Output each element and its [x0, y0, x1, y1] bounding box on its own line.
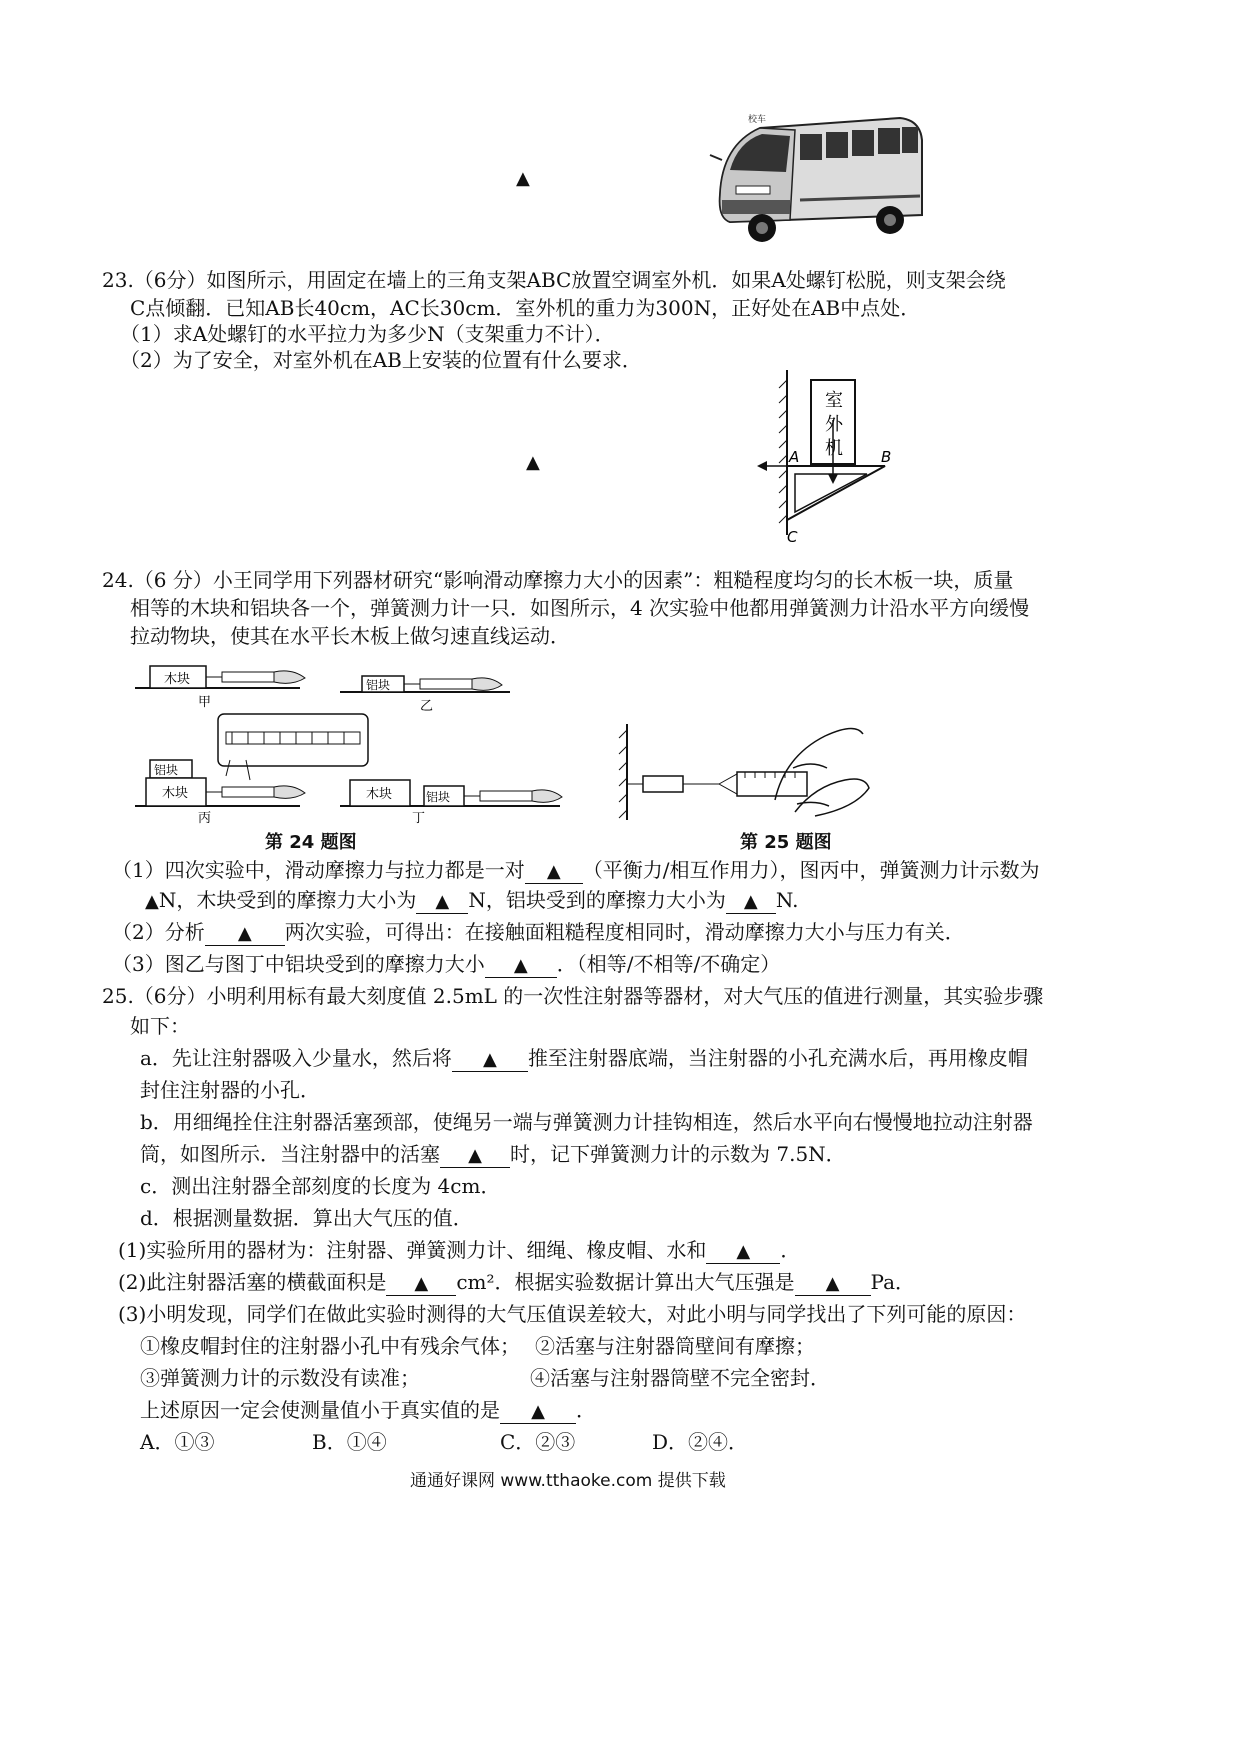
option-c: C．②③ — [500, 1430, 576, 1454]
school-bus-image — [700, 100, 930, 250]
friction-experiment-figure — [130, 656, 580, 826]
q24-sub1-line1: （1）四次实验中，滑动摩擦力与拉力都是一对 ▲ （平衡力/相互作用力），图丙中，弹簧测力计示数为 — [112, 858, 1040, 882]
wood-label-ding: 木块 — [366, 787, 393, 802]
page-footer: 通通好课网 www.tthaoke.com 提供下载 — [410, 1471, 726, 1491]
q25-step-b-line1: b．用细绳拴住注射器活塞颈部，使绳另一端与弹簧测力计挂钩相连，然后水平向右慢慢地拉动注射器 — [140, 1110, 1033, 1134]
option-b: B．①④ — [312, 1430, 387, 1454]
q24-line3: 拉动物块，使其在水平长木板上做匀速直线运动． — [130, 624, 570, 648]
q25-sub3: (3)小明发现，同学们在做此实验时测得的大气压值误差较大，对此小明与同学找出了下列可能的原因： — [118, 1302, 1027, 1326]
label-ding: 丁 — [412, 811, 426, 826]
box-char-2: 外 — [825, 414, 843, 435]
box-char-3: 机 — [825, 438, 843, 459]
label-bing: 丙 — [198, 811, 212, 826]
q25-line1: 25.（6分）小明利用标有最大刻度值 2.5mL 的一次性注射器等器材，对大气压的值进行测量，其实验步骤 — [102, 984, 1044, 1008]
q25-step-d: d．根据测量数据．算出大气压的值． — [140, 1206, 473, 1230]
q24-line1: 24.（6 分）小王同学用下列器材研究“影响滑动摩擦力大小的因素”：粗糙程度均匀的长木板一块，质量 — [102, 568, 1014, 592]
q25-line2: 如下： — [130, 1014, 190, 1038]
q24-line2: 相等的木块和铝块各一个，弹簧测力计一只．如图所示，4 次实验中他都用弹簧测力计沿水平方向缓慢 — [130, 596, 1030, 620]
q24-sub2: （2）分析 ▲ 两次实验，可得出：在接触面粗糙程度相同时，滑动摩擦力大小与压力有关． — [112, 920, 965, 944]
figure-24-caption: 第 24 题图 — [265, 832, 357, 853]
syringe-figure — [615, 716, 875, 826]
al-label-bing: 铝块 — [154, 763, 179, 777]
figure-25-caption: 第 25 题图 — [740, 832, 832, 853]
q23-sub2: （2）为了安全，对室外机在AB上安装的位置有什么要求． — [120, 348, 642, 372]
label-A: A — [789, 448, 800, 466]
q23-line1: 23.（6分）如图所示，用固定在墙上的三角支架ABC放置空调室外机．如果A处螺钉松脱，则支架会绕 — [102, 268, 1006, 292]
q25-step-a-line2: 封住注射器的小孔． — [140, 1078, 320, 1102]
al-label-yi: 铝块 — [366, 678, 391, 692]
bracket-figure — [745, 370, 915, 550]
q25-reason-4: ④活塞与注射器筒壁不完全密封． — [530, 1366, 830, 1390]
q23-sub1: （1）求A处螺钉的水平拉力为多少N（支架重力不计）． — [120, 322, 615, 346]
q25-reason-1: ①橡皮帽封住的注射器小孔中有残余气体； — [140, 1334, 520, 1358]
wood-label-jia: 木块 — [164, 672, 191, 687]
q25-step-a-line1: a．先让注射器吸入少量水，然后将 ▲ 推至注射器底端，当注射器的小孔充满水后，再用橡皮帽 — [140, 1046, 1028, 1070]
label-jia: 甲 — [198, 695, 212, 710]
q25-step-b-line2: 筒，如图所示．当注射器中的活塞 ▲ 时，记下弹簧测力计的示数为 7.5N． — [140, 1142, 846, 1166]
answer-mark: ▲ — [516, 168, 530, 189]
label-B: B — [881, 448, 892, 466]
bus-sign: 校车 — [748, 115, 767, 125]
q24-sub3: （3）图乙与图丁中铝块受到的摩擦力大小 ▲ ．（相等/不相等/不确定） — [112, 952, 781, 976]
label-C: C — [787, 528, 798, 546]
option-a: A．①③ — [140, 1430, 215, 1454]
q25-ask: 上述原因一定会使测量值小于真实值的是 ▲ ． — [140, 1398, 596, 1422]
q25-sub2: (2)此注射器活塞的横截面积是 ▲ cm²．根据实验数据计算出大气压强是 ▲ Pa． — [118, 1270, 916, 1294]
answer-mark: ▲ — [526, 452, 540, 473]
box-char-1: 室 — [825, 390, 843, 411]
q25-reason-2: ②活塞与注射器筒壁间有摩擦； — [535, 1334, 815, 1358]
q25-step-c: c．测出注射器全部刻度的长度为 4cm． — [140, 1174, 501, 1198]
q25-reason-3: ③弹簧测力计的示数没有读准； — [140, 1366, 420, 1390]
q24-sub1-line2: ▲N，木块受到的摩擦力大小为 ▲ N，铝块受到的摩擦力大小为 ▲ N. — [145, 888, 799, 912]
option-d: D．②④． — [652, 1430, 749, 1454]
wood-label-bing: 木块 — [162, 786, 189, 801]
label-yi: 乙 — [420, 699, 434, 714]
q23-line2: C点倾翻．已知AB长40cm，AC长30cm．室外机的重力为300N，正好处在AB中点处． — [130, 296, 921, 320]
al-label-ding: 铝块 — [426, 790, 451, 804]
q25-sub1: (1)实验所用的器材为：注射器、弹簧测力计、细绳、橡皮帽、水和 ▲ ． — [118, 1238, 801, 1262]
